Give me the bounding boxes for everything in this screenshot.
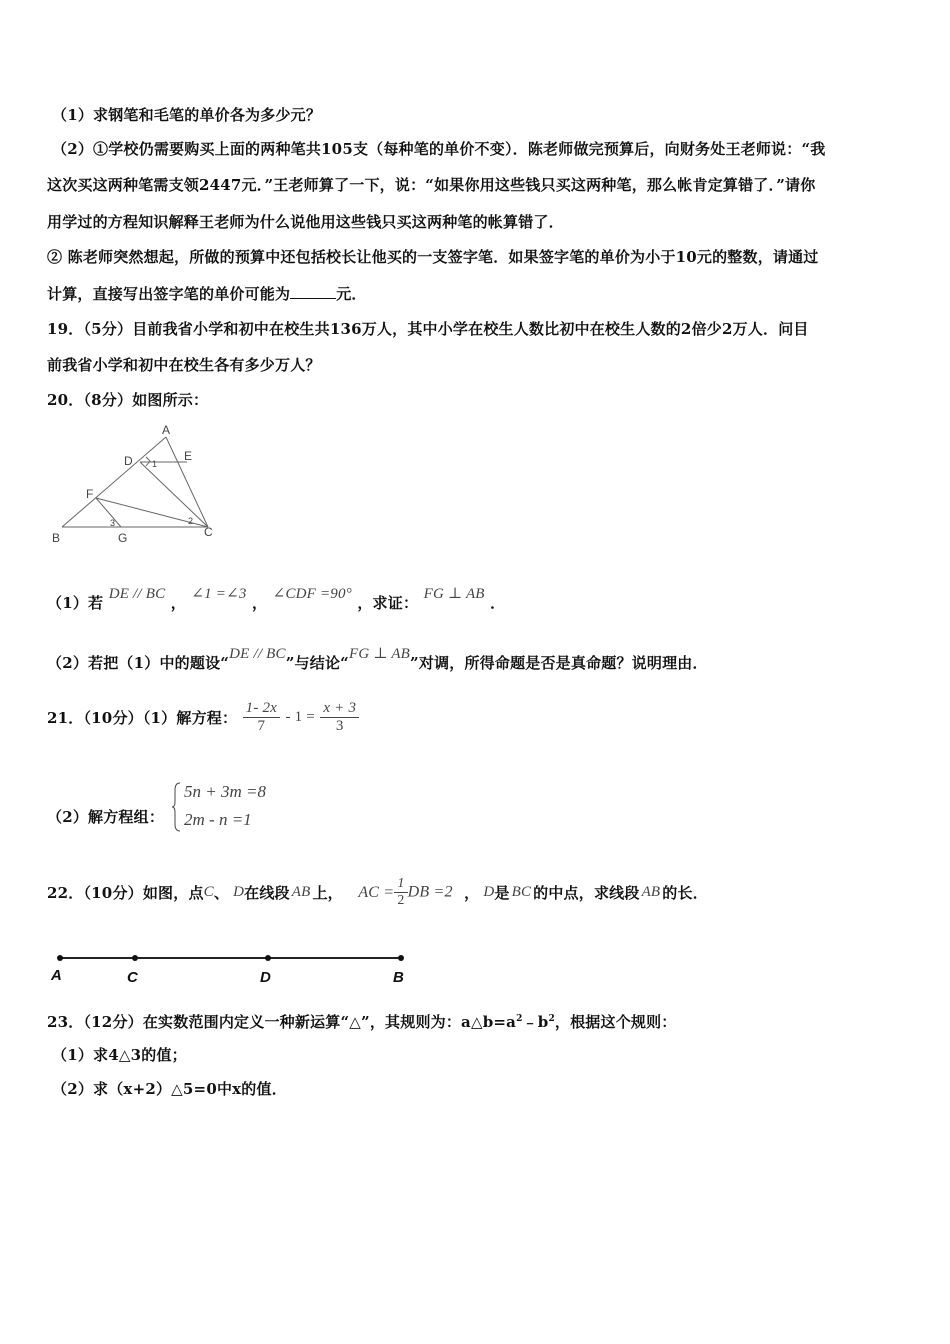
q20-part1: （1）若 DE // BC ， ∠1 =∠3 ， ∠CDF =90° ，求证： FG ⊥ AB ． bbox=[47, 586, 506, 612]
math-angle-equality: ∠1 =∠3 bbox=[191, 586, 247, 602]
segment-ab bbox=[62, 437, 166, 527]
equation-1: 5n + 3m =8 bbox=[184, 782, 266, 801]
q22-line: 22．（10分）如图，点C、 D在线段 AB 上， AC = $\frac{1}{2}$ DB =2 ， D是 BC 的中点，求线段 AB 的长． bbox=[47, 876, 708, 908]
label-e: E bbox=[184, 449, 193, 463]
seg-label-c: C bbox=[127, 969, 138, 986]
q23-part1: （1）求4△3的值； bbox=[52, 1046, 187, 1064]
q18-part2-line2: 这次买这两种笔需支领2447元．”王老师算了一下，说：“如果你用这些钱只买这两种笔，那么帐肯定算错了．”请你 bbox=[47, 176, 816, 194]
segment-dc bbox=[140, 462, 208, 527]
triangle-figure bbox=[48, 420, 228, 545]
point-c bbox=[132, 955, 138, 961]
q23-line1: 23．（12分）在实数范围内定义一种新运算“△”，其规则为：$a\triangle b=a^2﹣b^2$，根据这个规则： bbox=[47, 1013, 677, 1031]
math-fg-perp-ab: FG ⊥ AB bbox=[423, 586, 485, 602]
math-de-parallel-bc-2: DE // BC bbox=[229, 646, 286, 662]
angle-3-label: 3 bbox=[110, 518, 116, 528]
point-a bbox=[57, 955, 63, 961]
math-fg-perp-ab-2: FG ⊥ AB bbox=[348, 646, 411, 662]
q19-line1: 19．（5分）目前我省小学和初中在校生共136万人，其中小学在校生人数比初中在校生人数的2倍少2万人．问目 bbox=[47, 320, 809, 338]
point-d bbox=[265, 955, 271, 961]
math-de-parallel-bc: DE // BC bbox=[108, 586, 166, 602]
label-c: C bbox=[204, 525, 213, 539]
seg-label-a: A bbox=[51, 967, 62, 984]
q18-part3-line2: 计算，直接写出签字笔的单价可能为 元． bbox=[47, 285, 367, 303]
label-f: F bbox=[86, 487, 94, 501]
q18-part1: （1）求钢笔和毛笔的单价各为多少元？ bbox=[52, 106, 322, 124]
angle-2-label: 2 bbox=[188, 516, 194, 526]
seg-label-b: B bbox=[393, 969, 404, 986]
equation-2: 2m - n =1 bbox=[184, 810, 252, 829]
q18-part2-line3: 用学过的方程知识解释王老师为什么说他用这些钱只买这两种笔的帐算错了． bbox=[47, 213, 564, 231]
seg-label-d: D bbox=[260, 969, 271, 986]
q20-part2: （2）若把（1）中的题设“DE // BC”与结论“FG ⊥ AB”对调，所得命题是否是真命题？说明理由． bbox=[47, 646, 708, 672]
system-brace bbox=[172, 782, 182, 832]
segment-figure bbox=[48, 950, 413, 990]
q20-title: 20．（8分）如图所示： bbox=[47, 391, 209, 409]
answer-blank bbox=[290, 284, 336, 299]
label-b: B bbox=[52, 531, 61, 545]
label-d: D bbox=[124, 454, 133, 468]
segment-fg bbox=[96, 498, 121, 527]
q18-part3-line1: ② 陈老师突然想起，所做的预算中还包括校长让他买的一支签字笔．如果签字笔的单价为小于10元的整数，请通过 bbox=[47, 248, 819, 266]
q23-part2: （2）求（x+2）△5=0中x的值． bbox=[52, 1080, 287, 1098]
label-g: G bbox=[118, 531, 128, 545]
angle-1-label: 1 bbox=[152, 459, 158, 469]
q18-part2-line1: （2）①学校仍需要购买上面的两种笔共105支（每种笔的单价不变）．陈老师做完预算后，向财务处王老师说：“我 bbox=[52, 140, 826, 158]
label-a: A bbox=[162, 423, 171, 437]
q21-part1: 21．（10分）（1）解方程： $\frac{1- 2x}{7}$ - 1 = $\frac{x + 3}{3}$ bbox=[47, 700, 359, 735]
fraction-1: $\frac{1- 2x}{7}$ bbox=[243, 700, 280, 735]
q19-line2: 前我省小学和初中在校生各有多少万人？ bbox=[47, 356, 321, 374]
point-b bbox=[398, 955, 404, 961]
q21-part2: （2）解方程组： bbox=[47, 808, 165, 826]
fraction-2: $\frac{x + 3}{3}$ bbox=[320, 700, 359, 735]
math-angle-cdf: ∠CDF =90° bbox=[272, 586, 352, 602]
fraction-half: $\frac{1}{2}$ bbox=[394, 876, 407, 909]
